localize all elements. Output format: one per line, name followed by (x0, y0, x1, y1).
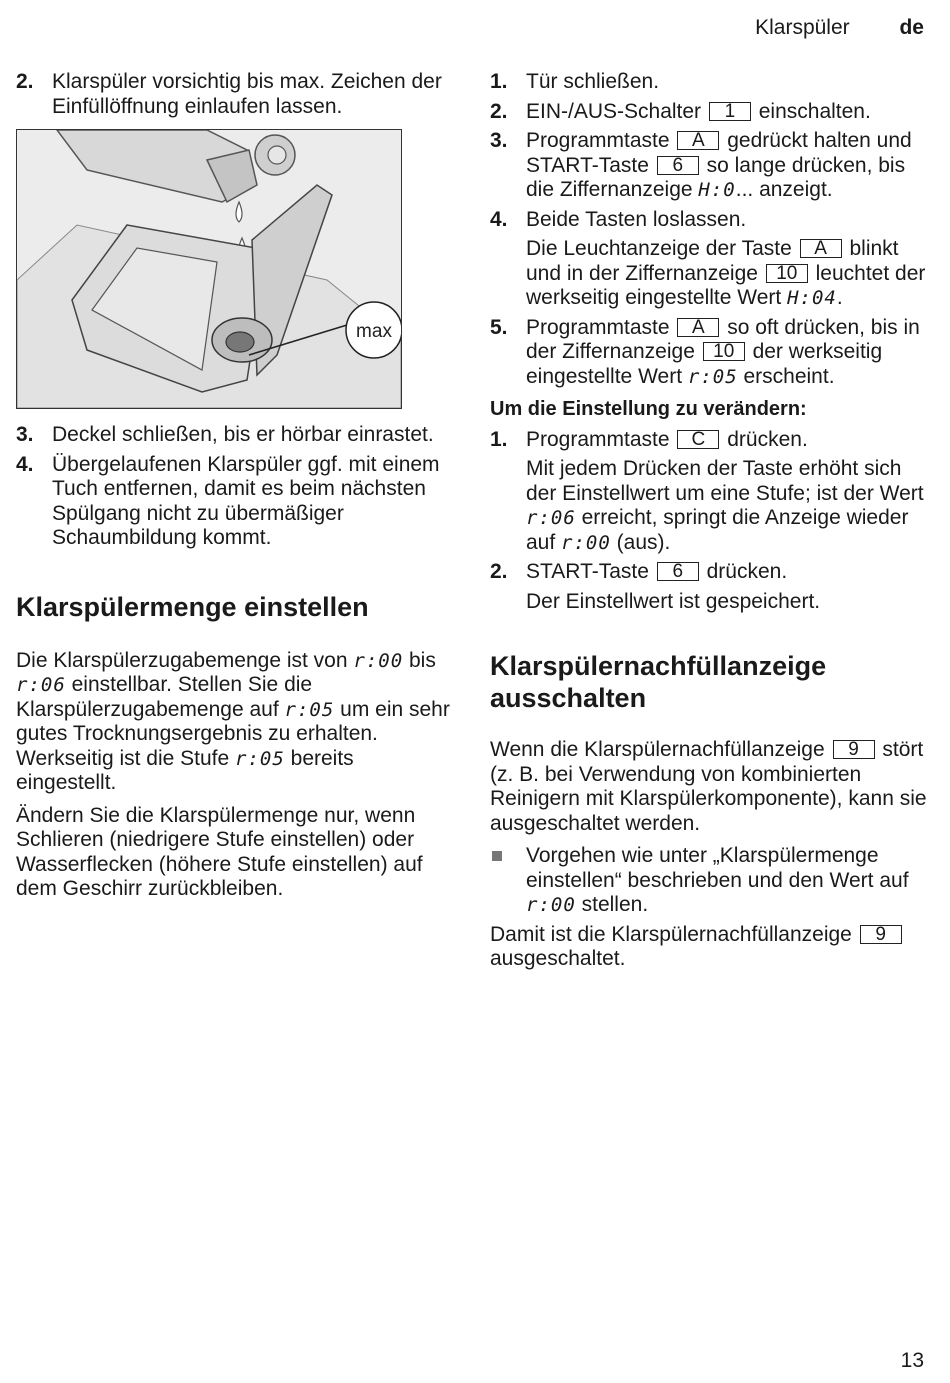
display-code: r:00 (353, 649, 404, 672)
key-symbol: 9 (860, 925, 902, 944)
text: (aus). (616, 530, 671, 554)
key-symbol: A (800, 239, 842, 258)
dispenser-drawing (17, 130, 401, 408)
text: stört (z. B. bei Verwendung von kombinierten Reinigern mit Klarspülerkomponente), kann sie ausgeschaltet werden. (490, 738, 927, 835)
right-step-5 (490, 316, 930, 390)
step-number: 3. (16, 423, 34, 446)
page-header (755, 16, 924, 40)
step-text: Klarspüler vorsichtig bis max. Zeichen der Einfüllöffnung einlaufen lassen. (52, 70, 442, 118)
paragraph-refill-indicator (490, 738, 930, 836)
step-text: so lange drücken, bis die Ziffernanzeige (526, 153, 906, 201)
subheading-change-setting: Um die Einstellung zu verändern: (490, 398, 807, 420)
left-step-4 (16, 453, 456, 551)
step-text: so oft drücken, bis in der Ziffernanzeige (526, 315, 920, 363)
step-number: 4. (16, 452, 34, 476)
display-code: r:05 (284, 698, 335, 721)
max-label: max (356, 321, 392, 342)
left-step-3 (16, 423, 456, 448)
section-heading-refill-indicator: Klarspülernachfüllanzeige ausschalten (490, 651, 827, 713)
step-text: einschalten. (758, 99, 871, 123)
step-text: gedrückt halten und START-Taste (526, 129, 912, 177)
text: Wenn die Klarspülernachfüllanzeige (490, 738, 825, 761)
step-text: ... anzeigt. (735, 178, 833, 201)
right-step-2 (490, 100, 930, 125)
paragraph-rinse-aid-range (16, 649, 456, 796)
text: blinkt und in der Ziffernanzeige (526, 237, 899, 285)
key-symbol: 10 (766, 264, 808, 283)
right-column (490, 70, 930, 980)
display-code: r:06 (526, 507, 576, 529)
step-text: Programmtaste (526, 315, 670, 339)
key-symbol: 10 (703, 342, 745, 361)
key-symbol: 6 (657, 562, 699, 581)
display-code: H:04 (787, 287, 837, 309)
display-code: r:05 (235, 747, 285, 770)
step-number: 3. (490, 129, 508, 152)
step-number: 1. (490, 427, 508, 451)
key-symbol: A (677, 318, 719, 337)
change-step-1 (490, 428, 930, 453)
step-text: Tür schließen. (526, 70, 660, 93)
step-text: EIN-/AUS-Schalter (526, 99, 702, 123)
key-symbol: A (677, 131, 719, 150)
change-step-2-detail: Der Einstellwert ist gespeichert. (526, 589, 821, 613)
step-text: START-Taste (526, 560, 649, 583)
text: Damit ist die Klarspülernachfüllanzeige (490, 922, 852, 946)
step-text: erscheint. (743, 364, 835, 388)
text: Vorgehen wie unter „Klarspülermenge einstellen“ beschrieben und den Wert auf (526, 844, 909, 892)
step-number: 4. (490, 207, 508, 231)
header-section-title: Klarspüler (755, 16, 850, 39)
bullet-square-icon (492, 851, 502, 861)
text: Mit jedem Drücken der Taste erhöht sich der Einstellwert um eine Stufe; ist der Wert (526, 457, 924, 505)
step-text: drücken. (727, 427, 808, 451)
right-step-4 (490, 208, 930, 233)
text: . (836, 286, 843, 309)
text: erreicht, springt die Anzeige wieder auf (526, 506, 909, 554)
key-symbol: 6 (657, 156, 699, 175)
left-step-2 (16, 70, 456, 119)
text: bereits eingestellt. (16, 746, 354, 794)
step-number: 2. (490, 99, 508, 123)
right-step-4-detail (490, 237, 930, 311)
paragraph-change-amount: Ändern Sie die Klarspülermenge nur, wenn Schlieren (niedrigere Stufe einstellen) oder Wasserflecken (höhere Stufe einstellen) auf dem Geschirr zurückbleiben. (16, 803, 423, 900)
step-text: Deckel schließen, bis er hörbar einrastet. (52, 423, 434, 446)
text: Die Klarspülerzugabemenge ist von (16, 648, 348, 672)
section-heading-rinse-aid-amount: Klarspülermenge einstellen (16, 591, 369, 622)
bullet-item (490, 844, 930, 918)
step-text: Beide Tasten loslassen. (526, 207, 747, 231)
rinse-aid-dispenser-illustration (16, 129, 402, 409)
text: einstellbar. Stellen Sie die Klarspülerzugabemenge auf (16, 673, 313, 721)
text: leuchtet der werkseitig eingestellte Wert (526, 261, 926, 309)
left-column (16, 70, 456, 910)
step-text: der werkseitig eingestellte Wert (526, 340, 883, 388)
step-number: 5. (490, 315, 508, 339)
display-code: r:00 (526, 894, 576, 916)
right-step-1 (490, 70, 930, 95)
key-symbol: C (677, 430, 719, 449)
page-number: 13 (900, 1349, 924, 1372)
paragraph-refill-off (490, 923, 930, 972)
step-number: 2. (490, 560, 508, 583)
change-step-2 (490, 560, 930, 585)
header-language: de (899, 16, 924, 39)
display-code: r:00 (561, 531, 611, 554)
step-text: Übergelaufenen Klarspüler ggf. mit einem Tuch entfernen, damit es beim nächsten Spülgang nicht zu übermäßiger Schaumbildung kommt. (52, 452, 440, 549)
text: um ein sehr gutes Trocknungsergebnis zu erhalten. Werkseitig ist die Stufe (16, 697, 450, 770)
text: Die Leuchtanzeige der Taste (526, 237, 792, 260)
step-number: 2. (16, 70, 34, 93)
step-text: drücken. (706, 560, 788, 583)
key-symbol: 9 (833, 740, 875, 759)
display-code: r:05 (687, 365, 738, 388)
key-symbol: 1 (709, 102, 751, 121)
step-number: 1. (490, 70, 508, 93)
text: stellen. (581, 893, 649, 916)
change-step-1-detail (490, 457, 930, 555)
display-code: r:06 (16, 674, 66, 696)
step-text: Programmtaste (526, 427, 670, 451)
right-step-3 (490, 129, 930, 203)
text: ausgeschaltet. (490, 947, 626, 970)
text: bis (408, 648, 436, 672)
step-text: Programmtaste (526, 129, 670, 152)
display-code: H:0 (698, 179, 736, 201)
